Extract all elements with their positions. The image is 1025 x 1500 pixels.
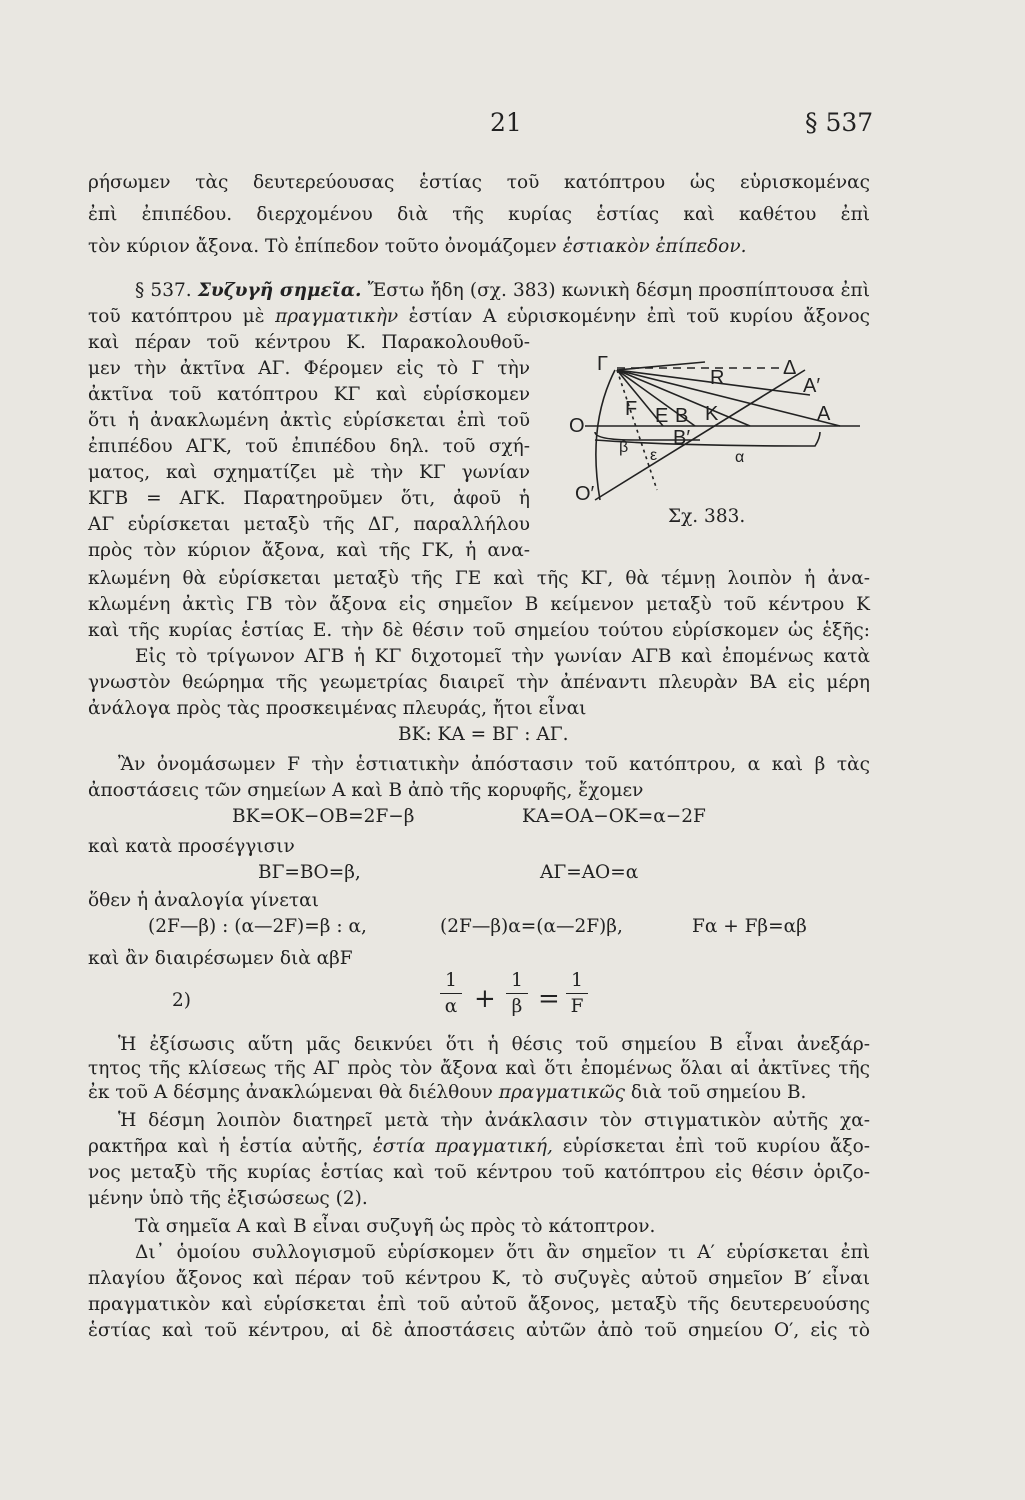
equation-3a: ΒΓ=ΒΟ=β, [258, 862, 361, 883]
label-alpha: α [735, 449, 745, 466]
equation-1: ΒΚ: ΚΑ = ΒΓ : ΑΓ. [398, 724, 569, 745]
text-line: ἐπιπέδου ΑΓΚ, τοῦ ἐπιπέδου δηλ. τοῦ σχή- [88, 436, 530, 457]
equation-5-label: 2) [172, 990, 191, 1011]
equation-4c: Fα + Fβ=αβ [692, 916, 807, 937]
label-A: Α [817, 403, 831, 425]
text-line: νος μεταξὺ τῆς κυρίας ἑστίας καὶ τοῦ κέντρου τοῦ κατόπτρου εἰς θέσιν ὁριζο- [88, 1162, 870, 1183]
section-header: § 537 [805, 108, 874, 137]
text-line: τητος τῆς κλίσεως τῆς ΑΓ πρὸς τὸν ἄξονα καὶ ὅτι ἐπομένως ὅλαι αἱ ἀκτῖνες τῆς [88, 1058, 870, 1079]
fraction-1-beta [506, 970, 528, 1017]
text-line [88, 1134, 870, 1160]
text-line: καὶ ἂν διαιρέσωμεν διὰ αβF [88, 948, 353, 969]
fraction-1-F [566, 970, 588, 1017]
text-line [88, 234, 870, 260]
italic-term: πραγματικῶς [498, 1082, 625, 1103]
label-G: Γ [597, 353, 609, 375]
label-R: R [710, 367, 725, 389]
text-line: πλαγίου ἄξονος καὶ πέραν τοῦ κέντρου Κ, τὸ συζυγὲς αὐτοῦ σημεῖον Β′ εἶναι [88, 1268, 870, 1289]
text-line: καὶ τῆς κυρίας ἑστίας Ε. τὴν δὲ θέσιν τοῦ σημείου τούτου εὑρίσκομεν ὡς ἑξῆς: [88, 620, 870, 641]
text-line: μένην ὑπὸ τῆς ἐξισώσεως (2). [88, 1188, 368, 1209]
equation-4a: (2F—β) : (α—2F)=β : α, [148, 916, 367, 937]
text-line: Εἰς τὸ τρίγωνον ΑΓΒ ἡ ΚΓ διχοτομεῖ τὴν γωνίαν ΑΓΒ καὶ ἐπομένως κατὰ [135, 646, 870, 667]
mirror-arc [596, 370, 615, 500]
text-span: ἐκ τοῦ Α δέσμης ἀνακλώμεναι θὰ διέλθουν [88, 1082, 493, 1103]
text-span: τοῦ κατόπτρου μὲ [88, 306, 265, 327]
label-beta: β [619, 439, 629, 456]
text-line: ἑστίας καὶ τοῦ κέντρου, αἱ δὲ ἀποστάσεις αὐτῶν ἀπὸ τοῦ σημείου Ο′, εἰς τὸ [88, 1320, 870, 1341]
label-K: Κ [705, 403, 719, 425]
label-D: Δ [783, 357, 797, 379]
fraction-bar [440, 993, 462, 994]
text-line: ρήσωμεν τὰς δευτερεύουσας ἑστίας τοῦ κατόπτρου ὡς εὑρισκομένας [88, 172, 870, 193]
text-line: μεν τὴν ἀκτῖνα ΑΓ. Φέρομεν εἰς τὸ Γ τὴν [88, 358, 530, 379]
text-line: Δι᾽ ὁμοίου συλλογισμοῦ εὑρίσκομεν ὅτι ἂν σημεῖον τι Α′ εὑρίσκεται ἐπὶ [135, 1242, 870, 1263]
label-E: Ε [655, 405, 669, 427]
text-span: τὸν κύριον ἄξονα. Τὸ ἐπίπεδον τοῦτο ὀνομάζομεν [88, 236, 557, 257]
section-text: Ἔστω ἤδη (σχ. 383) κωνικὴ δέσμη προσπίπτουσα ἐπὶ [367, 280, 870, 301]
figure-caption: Σχ. 383. [668, 506, 746, 527]
text-line: ὅθεν ἡ ἀναλογία γίνεται [88, 890, 319, 911]
text-line: πρὸς τὸν κύριον ἄξονα, καὶ τῆς ΓΚ, ἡ ανα- [88, 540, 530, 561]
section-num: § 537. [135, 280, 192, 301]
text-span: διὰ τοῦ σημείου Β. [630, 1082, 807, 1103]
figure-383 [555, 340, 865, 510]
fraction-bar [566, 993, 588, 994]
text-line [88, 1080, 870, 1106]
label-Bp: Β′ [673, 427, 691, 449]
text-line: ΑΓ εὑρίσκεται μεταξὺ τῆς ΔΓ, παραλλήλου [88, 514, 530, 535]
text-line: ἐπὶ ἐπιπέδου. διερχομένου διὰ τῆς κυρίας ἑστίας καὶ καθέτου ἐπὶ [88, 204, 870, 225]
numerator: 1 [445, 970, 457, 991]
text-line: ἀκτῖνα τοῦ κατόπτρου ΚΓ καὶ εὑρίσκομεν [88, 384, 530, 405]
italic-term: ἑστιακὸν ἐπίπεδον. [562, 236, 747, 257]
page-number: 21 [490, 108, 522, 137]
text-span: εὑρίσκεται ἐπὶ τοῦ κυρίου ἄξο- [562, 1136, 870, 1157]
italic-term: πραγματικὴν [275, 306, 399, 327]
equation-4b: (2F—β)α=(α—2F)β, [440, 916, 623, 937]
text-line: Ἡ δέσμη λοιπὸν διατηρεῖ μετὰ τὴν ἀνάκλασιν τὸν στιγματικὸν αὐτῆς χα- [118, 1110, 870, 1131]
text-line: Τὰ σημεῖα Α καὶ Β εἶναι συζυγῆ ὡς πρὸς τὸ κάτοπτρον. [135, 1216, 656, 1237]
text-line: ὅτι ἡ ἀνακλωμένη ἀκτὶς εὑρίσκεται ἐπὶ τοῦ [88, 410, 530, 431]
text-line: κλωμένη θὰ εὑρίσκεται μεταξὺ τῆς ΓΕ καὶ τῆς ΚΓ, θὰ τέμνῃ λοιπὸν ἡ ἀνα- [88, 568, 870, 589]
denominator: β [511, 996, 523, 1017]
text-line [88, 304, 870, 330]
numerator: 1 [511, 970, 523, 991]
equation-2b: ΚΑ=ΟΑ−ΟΚ=α−2F [522, 806, 706, 827]
text-line: καὶ πέραν τοῦ κέντρου Κ. Παρακολουθοῦ- [88, 332, 530, 353]
equals-sign: = [538, 984, 560, 1014]
italic-term: ἑστία πραγματική, [372, 1136, 553, 1157]
denominator: α [444, 996, 458, 1017]
section-title: Συζυγῆ σημεῖα. [197, 280, 362, 301]
label-Ap: Α′ [803, 375, 821, 397]
text-line: ΚΓΒ = ΑΓΚ. Παρατηροῦμεν ὅτι, ἀφοῦ ἡ [88, 488, 530, 509]
text-span: ρακτῆρα καὶ ἡ ἑστία αὐτῆς, [88, 1136, 364, 1157]
text-line: πραγματικὸν καὶ εὑρίσκεται ἐπὶ τοῦ αὐτοῦ ἄξονος, μεταξὺ τῆς δευτερευούσης [88, 1294, 870, 1315]
equation-3b: ΑΓ=ΑΟ=α [540, 862, 639, 883]
text-span: ἑστίαν Α εὑρισκομένην ἐπὶ τοῦ κυρίου ἄξονος [408, 306, 870, 327]
dotted-ray [617, 370, 657, 490]
fraction-1-alpha [440, 970, 462, 1017]
equation-2a: ΒΚ=ΟΚ−ΟΒ=2F−β [232, 806, 415, 827]
section-537-heading [135, 278, 870, 304]
label-Op: O′ [575, 483, 595, 505]
label-B: Β [675, 405, 689, 427]
text-line: γνωστὸν θεώρημα τῆς γεωμετρίας διαιρεῖ τὴν ἀπέναντι πλευρὰν ΒΑ εἰς μέρη [88, 672, 870, 693]
text-line: ματος, καὶ σχηματίζει μὲ τὴν ΚΓ γωνίαν [88, 462, 530, 483]
text-line: Ἡ ἐξίσωσις αὕτη μᾶς δεικνύει ὅτι ἡ θέσις τοῦ σημείου Β εἶναι ἀνεξάρ- [118, 1034, 870, 1055]
text-line: καὶ κατὰ προσέγγισιν [88, 836, 295, 857]
text-line: ἀνάλογα πρὸς τὰς προσκειμένας πλευράς, ἤτοι εἶναι [88, 698, 587, 719]
denominator: F [570, 996, 584, 1017]
numerator: 1 [571, 970, 583, 991]
text-line: Ἂν ὀνομάσωμεν F τὴν ἑστιατικὴν ἀπόστασιν τοῦ κατόπτρου, α καὶ β τὰς [118, 754, 870, 775]
label-F: F [625, 398, 638, 420]
fraction-bar [506, 993, 528, 994]
text-line: κλωμένη ἀκτὶς ΓΒ τὸν ἄξονα εἰς σημεῖον Β κείμενον μεταξὺ τοῦ κέντρου Κ [88, 594, 870, 615]
brace-alpha [595, 432, 820, 446]
label-eps: ε [650, 447, 658, 464]
label-O: O [569, 415, 585, 437]
text-line: ἀποστάσεις τῶν σημείων Α καὶ Β ἀπὸ τῆς κορυφῆς, ἔχομεν [88, 780, 644, 801]
plus-sign: + [474, 984, 496, 1014]
